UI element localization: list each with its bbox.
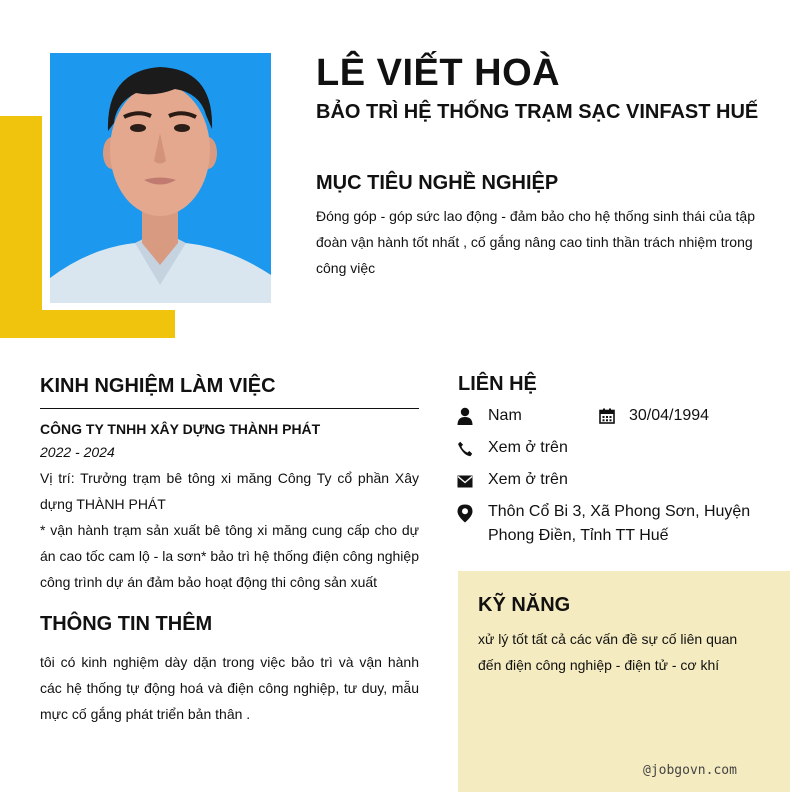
more-info-heading: THÔNG TIN THÊM bbox=[40, 613, 213, 635]
gender-value: Nam bbox=[488, 407, 522, 424]
skills-heading: KỸ NĂNG bbox=[478, 594, 571, 616]
objective-heading: MỤC TIÊU NGHỀ NGHIỆP bbox=[316, 172, 559, 194]
work-period: 2022 - 2024 bbox=[40, 444, 115, 460]
profile-photo bbox=[50, 53, 271, 303]
job-title: BẢO TRÌ HỆ THỐNG TRẠM SẠC VINFAST HUẾ bbox=[316, 101, 759, 123]
company-name: CÔNG TY TNHH XÂY DỰNG THÀNH PHÁT bbox=[40, 421, 321, 437]
person-icon bbox=[456, 407, 474, 425]
experience-description: Vị trí: Trưởng trạm bê tông xi măng Công Ty cổ phần Xây dựng THÀNH PHÁT * vận hành trạm sản xuất bê tông xi măng cung cấp cho dự án cao tốc cam lộ - la sơn* bảo trì hệ thống điện công nghiệp công trình dự án đảm bảo hoạt động thi công sản xuất bbox=[40, 470, 419, 590]
calendar-icon bbox=[598, 407, 616, 425]
email-icon bbox=[456, 472, 474, 490]
watermark: @jobgovn.com bbox=[643, 763, 737, 778]
birthdate-value: 30/04/1994 bbox=[629, 407, 710, 424]
location-icon bbox=[456, 504, 474, 522]
contact-heading: LIÊN HỆ bbox=[458, 373, 537, 395]
phone-value: Xem ở trên bbox=[488, 439, 568, 456]
address-value: Thôn Cổ Bi 3, Xã Phong Sơn, Huyện Phong Điền, Tỉnh TT Huế bbox=[488, 503, 751, 544]
candidate-name: LÊ VIẾT HOÀ bbox=[316, 52, 561, 94]
objective-text: Đóng góp - góp sức lao động - đảm bảo cho hệ thống sinh thái của tập đoàn vận hành tốt nhất , cố gắng nâng cao tinh thần trách nhiệm trong công việc bbox=[316, 208, 756, 276]
email-value: Xem ở trên bbox=[488, 471, 568, 488]
experience-heading: KINH NGHIỆM LÀM VIỆC bbox=[40, 375, 276, 397]
experience-divider bbox=[40, 408, 419, 409]
skills-text: xử lý tốt tất cả các vấn đề sự cố liên quan đến điện công nghiệp - điện tử - cơ khí bbox=[478, 631, 738, 673]
phone-icon bbox=[456, 440, 474, 458]
more-info-text: tôi có kinh nghiệm dày dặn trong việc bảo trì và vận hành các hệ thống tự động hoá và điện công nghiệp, tư duy, mẫu mực cố gắng phát triển bản thân . bbox=[40, 654, 419, 722]
